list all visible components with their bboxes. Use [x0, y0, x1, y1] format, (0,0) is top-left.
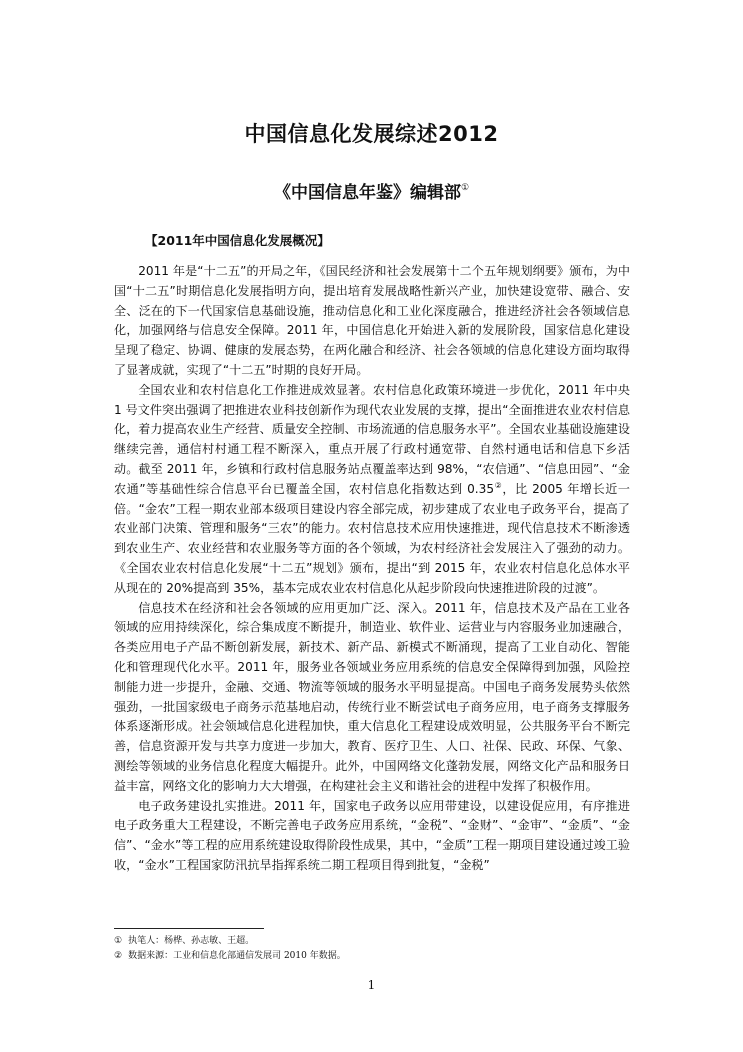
author-footnote-mark[interactable]: ①	[460, 183, 470, 193]
footnote-1-text: 执笔人：杨桦、孙志敏、王超。	[128, 936, 255, 946]
footnote-2-text: 数据来源：工业和信息化部通信发展司 2010 年数据。	[128, 951, 346, 961]
author-name: 《中国信息年鉴》编辑部	[273, 183, 461, 203]
author-line	[0, 178, 743, 203]
footnotes	[114, 934, 634, 964]
document-title: 中国信息化发展综述2012	[244, 122, 499, 146]
paragraph-2	[114, 381, 630, 599]
paragraph-1: 2011 年是“十二五”的开局之年，《国民经济和社会发展第十二个五年规划纲要》颁布，为中国“十二五”时期信息化发展指明方向，提出培育发展战略性新兴产业，加快建设宽带、融合、安全、泛在的下一代国家信息基础设施，推动信息化和工业化深度融合，推进经济社会各领域信息化，加强网络与信息安全保障。2011 年，中国信息化开始进入新的发展阶段，国家信息化建设呈现了稳定、协调、健康的发展态势，在两化融合和经济、社会各领域的信息化建设方面均取得了显著成就，实现了“十二五”时期的良好开局。	[114, 264, 630, 377]
footnote-1-mark: ①	[114, 936, 123, 946]
section-heading: 【2011年中国信息化发展概况】	[145, 233, 330, 248]
paragraph-2-text-after: ，比 2005 年增长近一倍。“金农”工程一期农业部本级项目建设内容全部完成，初步建成了农业电子政务平台，提高了农业部门决策、管理和服务“三农”的能力。农村信息技术应用快速推进，现代信息技术不断渗透到农业生产、农业经营和农业服务等方面的各个领域，为农村经济社会发展注入了强劲的动力。《全国农业农村信息化发展“十二五”规划》颁布，提出“到 2015 年，农业农村信息化总体水平从现在的 20%提高到 35%，基本完成农业农村信息化从起步阶段向快速推进阶段的过渡”。	[114, 481, 631, 595]
paragraph-2-text-before: 全国农业和农村信息化工作推进成效显著。农村信息化政策环境进一步优化，2011 年中央 1 号文件突出强调了把推进农业科技创新作为现代农业发展的支撑，提出“全面推进农业农村信息化，着力提高农业生产经营、质量安全控制、市场流通的信息服务水平”。全国农业基础设施建设继续完善，通信村村通工程不断深入，重点开展了行政村通宽带、自然村通电话和信息下乡活动。截至 2011 年，乡镇和行政村信息服务站点覆盖率达到 98%，“农信通”、“信息田园”、“金农通”等基础性综合信息平台已覆盖全国，农村信息化指数达到 0.35	[114, 382, 630, 496]
body-text	[114, 262, 630, 876]
page-number: 1	[367, 978, 376, 992]
paragraph-3: 信息技术在经济和社会各领域的应用更加广泛、深入。2011 年，信息技术及产品在工业各领域的应用持续深化，综合集成度不断提升，制造业、软件业、运营业与内容服务业加速融合，各类应用电子产品不断创新发展，新技术、新产品、新模式不断涌现，提高了工业自动化、智能化和管理现代化水平。2011 年，服务业各领域业务应用系统的信息安全保障得到加强，风险控制能力进一步提升，金融、交通、物流等领域的服务水平明显提高。中国电子商务发展势头依然强劲，一批国家级电子商务示范基地启动，传统行业不断尝试电子商务应用，电子商务支撑服务体系逐渐形成。社会领域信息化进程加快，重大信息化工程建设成效明显，公共服务平台不断完善，信息资源开发与共享力度进一步加大，教育、医疗卫生、人口、社保、民政、环保、气象、测绘等领域的业务信息化程度大幅提升。此外，中国网络文化蓬勃发展，网络文化产品和服务日益丰富，网络文化的影响力大大增强，在构建社会主义和谐社会的进程中发挥了积极作用。	[114, 600, 630, 793]
footnote-separator	[114, 928, 264, 929]
paragraph-4: 电子政务建设扎实推进。2011 年，国家电子政务以应用带建设，以建设促应用，有序推进电子政务重大工程建设，不断完善电子政务应用系统，“金税”、“金财”、“金审”、“金质”、“金信”、“金水”等工程的应用系统建设取得阶段性成果，其中，“金质”工程一期项目建设通过竣工验收，“金水”工程国家防汛抗旱指挥系统二期工程项目得到批复，“金税”	[114, 798, 630, 872]
footnote-2-mark: ②	[114, 951, 123, 961]
footnote-2	[114, 949, 634, 964]
data-source-footnote-mark[interactable]: ②	[494, 480, 503, 490]
footnote-1	[114, 934, 634, 949]
